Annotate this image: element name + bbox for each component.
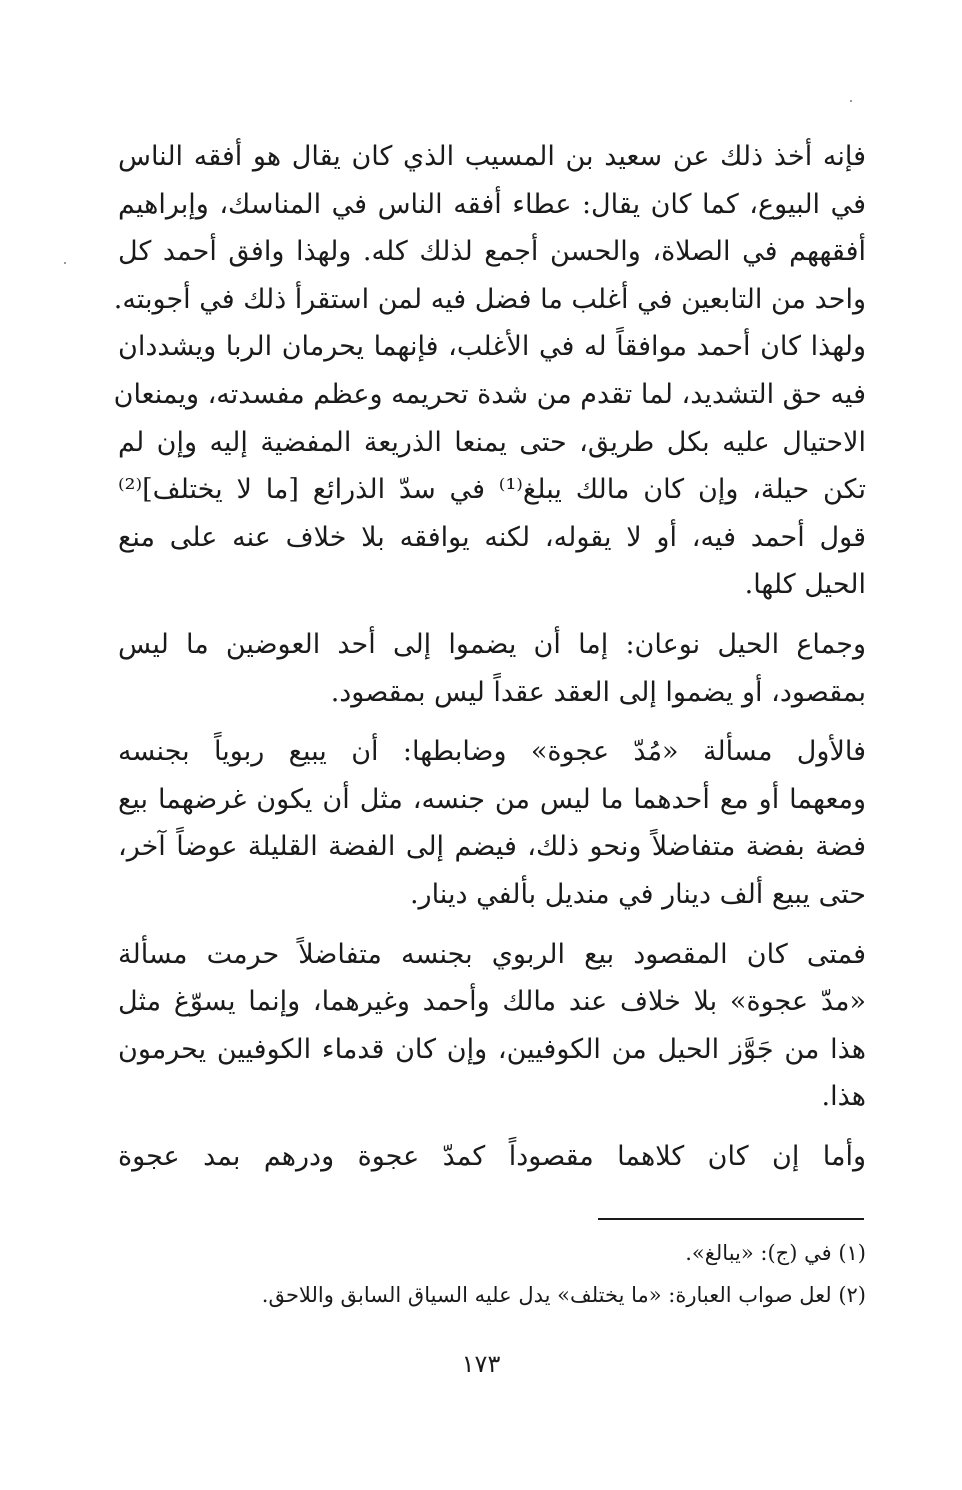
text-line: أفقههم في الصلاة، والحسن أجمع لذلك كله. ولهذا وافق أحمد كل <box>118 236 866 268</box>
main-text <box>113 133 866 1180</box>
text-line: فالأول مسألة «مُدّ عجوة» وضابطها: أن يبيع ربوياً بجنسه <box>118 736 866 768</box>
text-line: تكن حيلة، وإن كان مالك يبلغ⁽¹⁾ في سدّ الذرائع [ما لا يختلف]⁽²⁾ <box>118 474 866 506</box>
footnote-separator <box>598 1218 864 1220</box>
text-line: هذا. <box>821 1081 866 1113</box>
text-line: الحيل كلها. <box>744 569 866 601</box>
paragraph-5 <box>118 1133 866 1181</box>
text-line: وجماع الحيل نوعان: إما أن يضموا إلى أحد العوضين ما ليس <box>118 628 866 660</box>
text-line: حتى يبيع ألف دينار في منديل بألفي دينار. <box>409 878 866 910</box>
paragraph-4 <box>118 931 866 1121</box>
page-number: ١٧٣ <box>461 1350 501 1378</box>
scan-speck <box>850 100 852 102</box>
text-line: الاحتيال عليه بكل طريق، حتى يمنعا الذريعة المفضية إليه وإن لم <box>118 426 866 458</box>
paragraph-2 <box>118 621 866 716</box>
text-line: واحد من التابعين في أغلب ما فضل فيه لمن استقرأ ذلك في أجوبته. <box>113 283 866 315</box>
text-line: قول أحمد فيه، أو لا يقوله، لكنه يوافقه بلا خلاف عنه على منع <box>118 521 866 553</box>
text-line: فإنه أخذ ذلك عن سعيد بن المسيب الذي كان يقال هو أفقه الناس <box>118 141 866 172</box>
footnote-1: (١) في (ج): «يبالغ». <box>685 1241 866 1265</box>
text-line: فمتى كان المقصود بيع الربوي بجنسه متفاضلاً حرمت مسألة <box>118 938 866 970</box>
text-line: في البيوع، كما كان يقال: عطاء أفقه الناس في المناسك، وإبراهيم <box>118 188 866 220</box>
text-line: ومعهما أو مع أحدهما ما ليس من جنسه، مثل أن يكون غرضهما بيع <box>118 783 866 815</box>
text-line: هذا من جَوَّز الحيل من الكوفيين، وإن كان قدماء الكوفيين يحرمون <box>118 1033 866 1065</box>
footnotes <box>118 1232 866 1316</box>
text-line: بمقصود، أو يضموا إلى العقد عقداً ليس بمقصود. <box>330 676 866 708</box>
paragraph-1 <box>113 133 866 609</box>
text-line: ولهذا كان أحمد موافقاً له في الأغلب، فإنهما يحرمان الربا ويشددان <box>118 331 866 363</box>
text-line: وأما إن كان كلاهما مقصوداً كمدّ عجوة ودرهم بمد عجوة <box>118 1140 866 1172</box>
text-line: فضة بفضة متفاضلاً ونحو ذلك، فيضم إلى الفضة القليلة عوضاً آخر، <box>118 831 866 863</box>
footnote-2: (٢) لعل صواب العبارة: «ما يختلف» يدل عليه السياق السابق واللاحق. <box>261 1283 866 1307</box>
text-line: «مدّ عجوة» بلا خلاف عند مالك وأحمد وغيرهما، وإنما يسوّغ مثل <box>118 986 866 1018</box>
paragraph-3 <box>118 728 866 918</box>
text-line: فيه حق التشديد، لما تقدم من شدة تحريمه وعظم مفسدته، ويمنعان <box>113 378 866 410</box>
scan-speck <box>64 262 66 264</box>
